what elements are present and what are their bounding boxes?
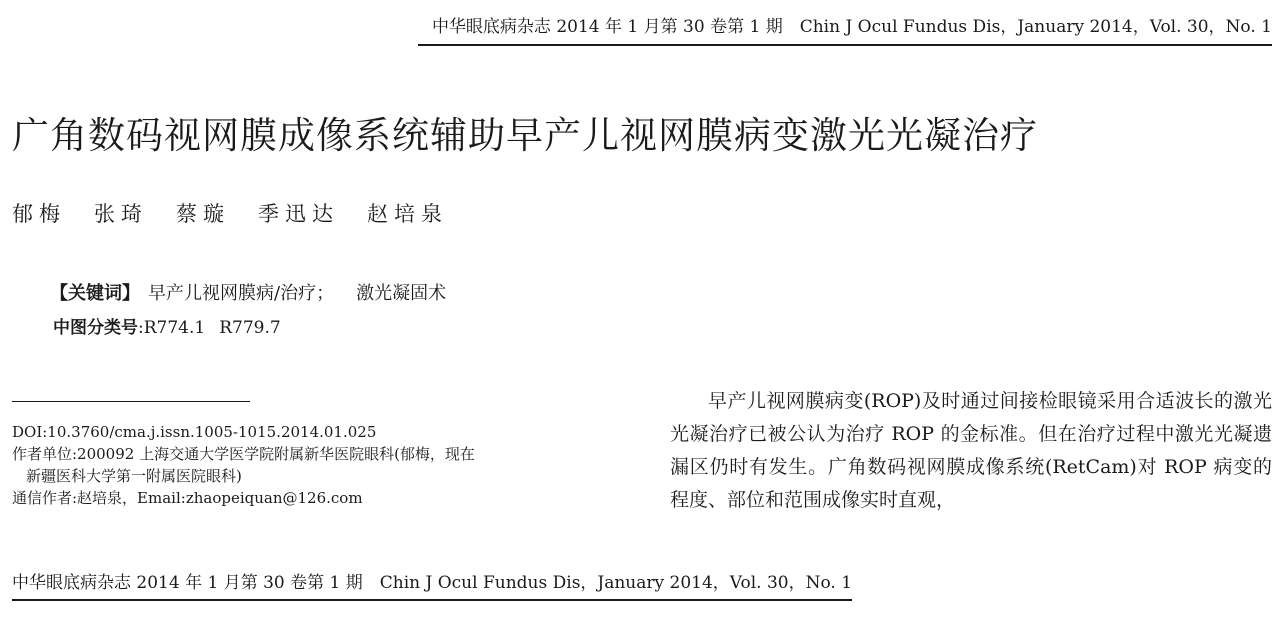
classification-code: R779.7 <box>219 318 281 338</box>
classification-separator: : <box>138 318 144 338</box>
keywords-label: 【关键词】 <box>50 283 140 304</box>
author-list <box>12 196 448 232</box>
author-name: 蔡璇 <box>176 202 230 226</box>
running-header: 中华眼底病杂志 2014 年 1 月第 30 卷第 1 期 Chin J Ocul Fundus Dis，January 2014，Vol. 30，No. 1 <box>418 14 1272 46</box>
keywords-line <box>50 279 446 309</box>
correspondence-line: 通信作者:赵培泉，Email:zhaopeiquan@126.com <box>12 489 363 507</box>
footnotes <box>12 421 622 509</box>
footnote-divider <box>12 401 250 402</box>
affiliation-line-continued: 新疆医科大学第一附属医院眼科) <box>26 467 242 485</box>
affiliation-line: 作者单位:200092 上海交通大学医学院附属新华医院眼科(郁梅，现在 <box>12 445 475 463</box>
author-name: 季迅达 <box>258 202 339 226</box>
classification-code: R774.1 <box>143 318 206 338</box>
author-name: 郁梅 <box>12 202 66 226</box>
article-title: 广角数码视网膜成像系统辅助早产儿视网膜病变激光光凝治疗 <box>12 114 1038 157</box>
classification-line <box>53 314 281 342</box>
keyword-item: 早产儿视网膜病/治疗； <box>148 283 335 304</box>
author-name: 张琦 <box>94 202 148 226</box>
body-paragraph: 早产儿视网膜病变(ROP)及时通过间接检眼镜采用合适波长的激光光凝治疗已被公认为治疗 ROP 的金标准。但在治疗过程中激光光凝遗漏区仍时有发生。广角数码视网膜成像系统(RetCam)对 ROP 病变的程度、部位和范围成像实时直观， <box>670 390 1272 511</box>
author-name: 赵培泉 <box>367 202 448 226</box>
keyword-item: 激光凝固术 <box>356 283 447 304</box>
classification-label: 中图分类号 <box>53 318 138 338</box>
running-footer: 中华眼底病杂志 2014 年 1 月第 30 卷第 1 期 Chin J Ocul Fundus Dis，January 2014，Vol. 30，No. 1 <box>12 570 852 601</box>
doi-line: DOI:10.3760/cma.j.issn.1005-1015.2014.01.025 <box>12 423 377 441</box>
